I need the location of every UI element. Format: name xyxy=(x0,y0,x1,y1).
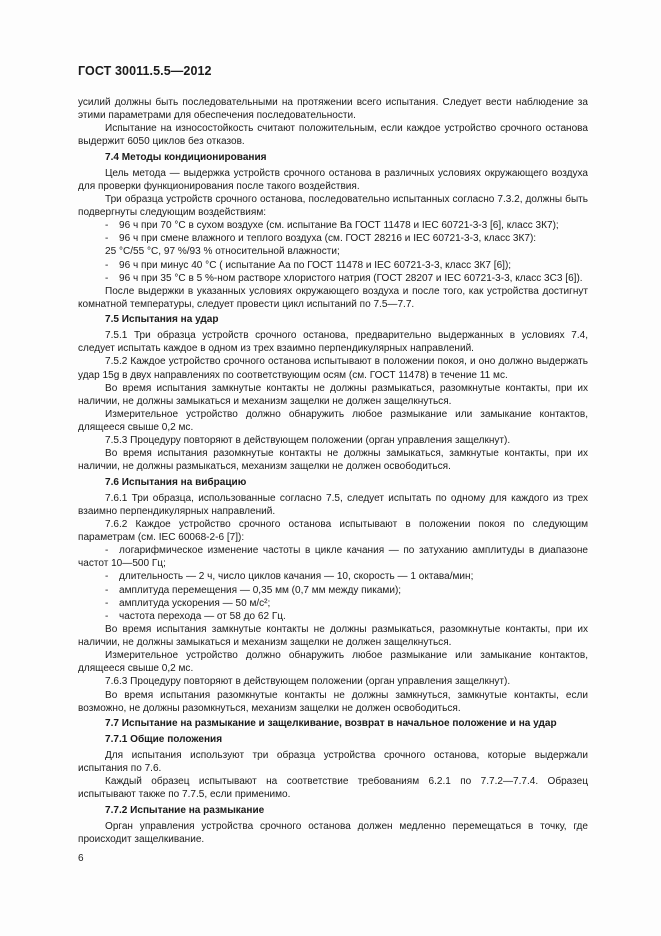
paragraph: Во время испытания замкнутые контакты не должны размыкаться, разомкнутые контакты, при их наличии, не должны замыкаться и механизм защелки не должен защелкнуться. xyxy=(78,623,588,648)
list-item: - амплитуда ускорения — 50 м/с²; xyxy=(78,597,588,610)
paragraph: После выдержки в указанных условиях окружающего воздуха и после того, как устройства достигнут комнатной температуры, следует провести цикл испытаний по 7.5—7.7. xyxy=(78,285,588,310)
paragraph: 7.6.1 Три образца, использованные согласно 7.5, следует испытать по одному для каждого из трех взаимно перпендикулярных направлений. xyxy=(78,492,588,517)
paragraph: Цель метода — выдержка устройств срочного останова в различных условиях окружающего воздуха для проверки функционирования после такого воздействия. xyxy=(78,167,588,192)
paragraph: 25 °С/55 °С, 97 %/93 % относительной влажности; xyxy=(105,246,340,258)
section-heading: 7.6 Испытания на вибрацию xyxy=(105,476,247,488)
list-item: - 96 ч при минус 40 °С ( испытание Аа по ГОСТ 11478 и IEC 60721-3-3, класс 3К7 [6]); xyxy=(78,259,588,272)
paragraph: 7.6.2 Каждое устройство срочного останова испытывают в положении покоя по следующим параметрам (см. IEC 60068-2-6 [7]): xyxy=(78,518,588,543)
paragraph: 7.6.3 Процедуру повторяют в действующем положении (орган управления защелкнут). xyxy=(105,676,511,688)
paragraph: 7.5.2 Каждое устройство срочного останова испытывают в положении покоя, и оно должно выдержать удар 15g в двух направлениях по соответствующим осям (см. ГОСТ 11478) в течение 11 мс. xyxy=(78,356,588,381)
paragraph: Три образца устройств срочного останова, последовательно испытанных согласно 7.3.2, должны быть подвергнуты следующим воздействиям: xyxy=(78,193,588,218)
section-heading: 7.7 Испытание на размыкание и защелкивание, возврат в начальное положение и на удар xyxy=(105,717,557,729)
paragraph: Во время испытания замкнутые контакты не должны размыкаться, разомкнутые контакты, при их наличии, не должны замыкаться и механизм защелки не должен защелкнуться. xyxy=(78,382,588,407)
paragraph: 7.5.3 Процедуру повторяют в действующем положении (орган управления защелкнут). xyxy=(105,435,511,447)
document-body xyxy=(78,96,588,846)
section-heading: 7.4 Методы кондиционирования xyxy=(105,151,267,163)
page-number: 6 xyxy=(78,853,84,864)
paragraph: Во время испытания разомкнутые контакты не должны замкнуться, замкнутые контакты, если возможно, не должны разомкнуться, механизм защелки не должен освободиться. xyxy=(78,689,588,714)
list-item: - 96 ч при 70 °С в сухом воздухе (см. испытание Ва ГОСТ 11478 и IEC 60721-3-3 [6], класс 3К7); xyxy=(78,219,588,232)
section-heading: 7.7.1 Общие положения xyxy=(105,733,223,745)
paragraph: 7.5.1 Три образца устройств срочного останова, предварительно выдержанных в условиях 7.4, следует испытать каждое в одном из трех взаимно перпендикулярных направлений. xyxy=(78,330,588,355)
section-heading: 7.7.2 Испытание на размыкание xyxy=(105,804,265,816)
paragraph: Измерительное устройство должно обнаружить любое размыкание или замыкание контактов, длящееся свыше 0,2 мс. xyxy=(78,650,588,675)
section-heading: 7.5 Испытания на удар xyxy=(105,314,219,325)
paragraph: Испытание на износостойкость считают положительным, если каждое устройство срочного останова выдержит 6050 циклов без отказов. xyxy=(78,123,588,148)
document-header: ГОСТ 30011.5.5—2012 xyxy=(78,64,212,78)
paragraph: Каждый образец испытывают на соответствие требованиям 6.2.1 по 7.7.2—7.7.4. Образец испытывают также по 7.7.5, если применимо. xyxy=(78,776,588,801)
paragraph: Орган управления устройства срочного останова должен медленно перемещаться в точку, где происходит защелкивание. xyxy=(78,820,588,845)
list-item: - 96 ч при 35 °С в 5 %-ном растворе хлористого натрия (ГОСТ 28207 и IEC 60721-3-3, класс 3С3 [6]). xyxy=(78,272,588,285)
paragraph: Измерительное устройство должно обнаружить любое размыкание или замыкание контактов, длящееся свыше 0,2 мс. xyxy=(78,408,588,433)
list-item: - амплитуда перемещения — 0,35 мм (0,7 мм между пиками); xyxy=(78,584,588,597)
paragraph: Для испытания используют три образца устройства срочного останова, которые выдержали испытания по 7.6. xyxy=(78,750,588,775)
list-item: - длительность — 2 ч, число циклов качания — 10, скорость — 1 октава/мин; xyxy=(78,570,588,583)
list-item: - частота перехода — от 58 до 62 Гц. xyxy=(78,610,588,623)
list-item: - логарифмическое изменение частоты в цикле качания — по затуханию амплитуды в диапазоне частот 10—500 Гц; xyxy=(78,544,588,570)
paragraph: усилий должны быть последовательными на протяжении всего испытания. Следует вести наблюдение за этими параметрами для обеспечения последовательности. xyxy=(78,97,588,122)
list-item: - 96 ч при смене влажного и теплого воздуха (см. ГОСТ 28216 и IEC 60721-3-3, класс 3К7): xyxy=(78,232,588,245)
paragraph: Во время испытания разомкнутые контакты не должны замыкаться, замкнутые контакты, при их наличии, не должны размыкаться, механизм защелки не должен освободиться. xyxy=(78,448,588,473)
